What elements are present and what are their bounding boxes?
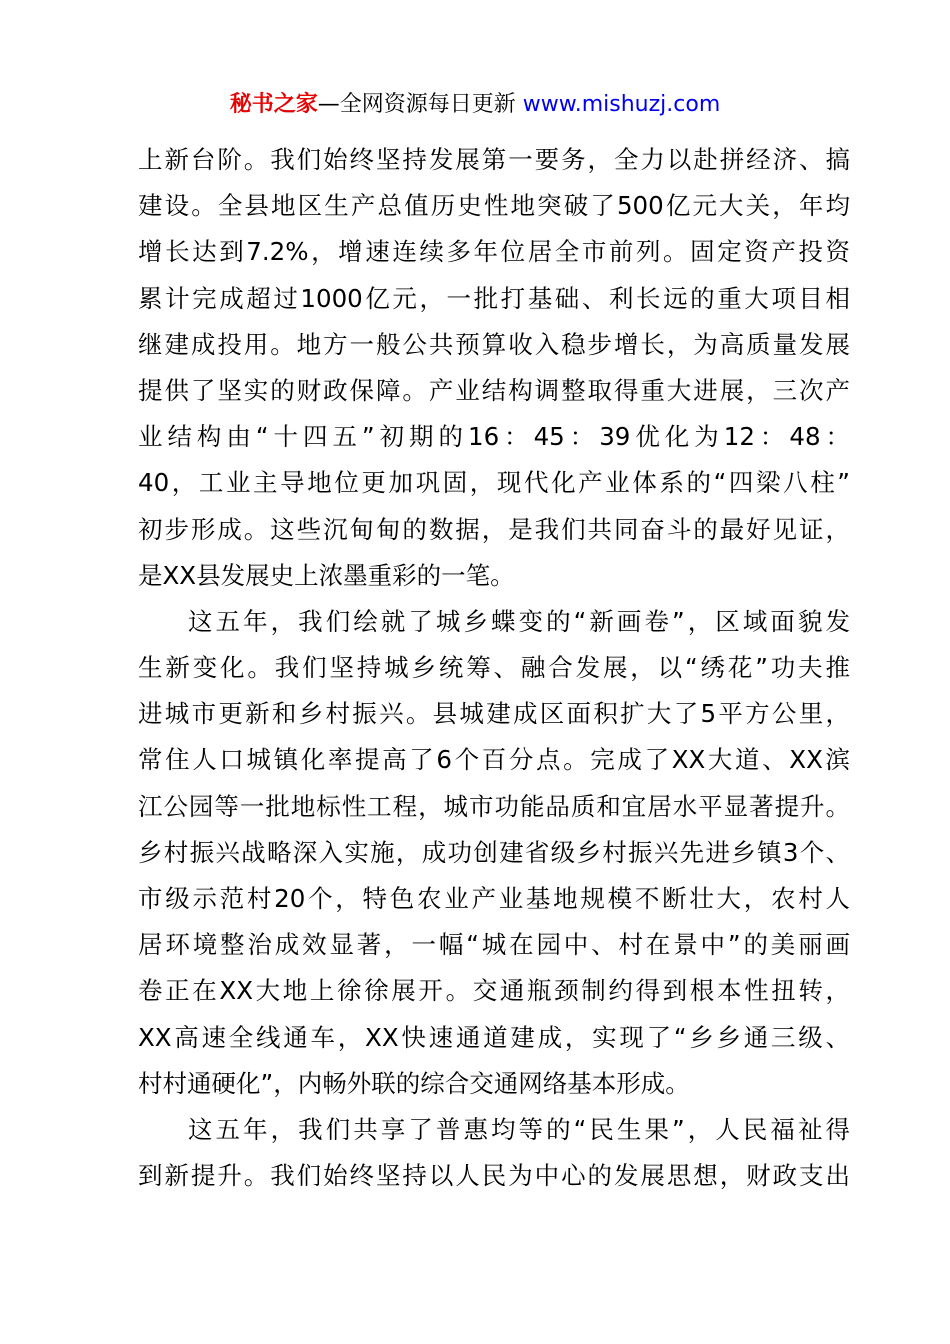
site-url-link[interactable]: www.mishuzj.com (522, 92, 721, 117)
text-line: 江公园等一批地标性工程，城市功能品质和宜居水平显著提升。 (138, 791, 850, 821)
text-line: 常住人口城镇化率提高了6个百分点。完成了XX大道、XX滨 (138, 745, 850, 775)
text-line: 业结构由“十四五”初期的16：45：39优化为12：48： (138, 422, 850, 452)
text-line: 上新台阶。我们始终坚持发展第一要务，全力以赴拼经济、搞 (138, 145, 850, 174)
text-line: 40，工业主导地位更加巩固，现代化产业体系的“四梁八柱” (138, 468, 850, 498)
text-line: 市级示范村20个，特色农业产业基地规模不断壮大，农村人 (138, 884, 850, 913)
text-line: 乡村振兴战略深入实施，成功创建省级乡村振兴先进乡镇3个、 (138, 837, 850, 867)
text-line: 增长达到7.2%，增速连续多年位居全市前列。固定资产投资 (138, 237, 850, 267)
paragraph-economy (138, 137, 850, 599)
text-line: 是XX县发展史上浓墨重彩的一笔。 (138, 560, 515, 590)
text-line: 提供了坚实的财政保障。产业结构调整取得重大进展，三次产 (138, 375, 850, 405)
text-line: 继建成投用。地方一般公共预算收入稳步增长，为高质量发展 (138, 329, 850, 359)
text-line: XX高速全线通车，XX快速通道建成，实现了“乡乡通三级、 (138, 1022, 850, 1052)
paragraph-urban-rural (138, 599, 850, 1107)
text-line: 居环境整治成效显著，一幅“城在园中、村在景中”的美丽画 (138, 930, 850, 960)
site-slogan: —全网资源每日更新 (317, 92, 516, 117)
text-line: 进城市更新和乡村振兴。县城建成区面积扩大了5平方公里， (138, 699, 850, 729)
text-line: 生新变化。我们坚持城乡统筹、融合发展，以“绣花”功夫推 (138, 653, 850, 683)
text-line: 初步形成。这些沉甸甸的数据，是我们共同奋斗的最好见证， (138, 514, 850, 544)
text-line: 卷正在XX大地上徐徐展开。交通瓶颈制约得到根本性扭转， (138, 976, 850, 1006)
text-line: 到新提升。我们始终坚持以人民为中心的发展思想，财政支出 (138, 1161, 850, 1191)
text-line: 这五年，我们共享了普惠均等的“民生果”，人民福祉得 (188, 1114, 850, 1144)
document-body (138, 137, 850, 1199)
page-header (0, 90, 950, 120)
text-line: 建设。全县地区生产总值历史性地突破了500亿元大关，年均 (138, 191, 850, 221)
paragraph-livelihood (138, 1107, 850, 1199)
text-line: 累计完成超过1000亿元，一批打基础、利长远的重大项目相 (138, 283, 850, 313)
text-line: 村村通硬化”，内畅外联的综合交通网络基本形成。 (138, 1068, 690, 1098)
site-brand: 秘书之家 (229, 92, 318, 117)
text-line: 这五年，我们绘就了城乡蝶变的“新画卷”，区域面貌发 (188, 606, 850, 636)
